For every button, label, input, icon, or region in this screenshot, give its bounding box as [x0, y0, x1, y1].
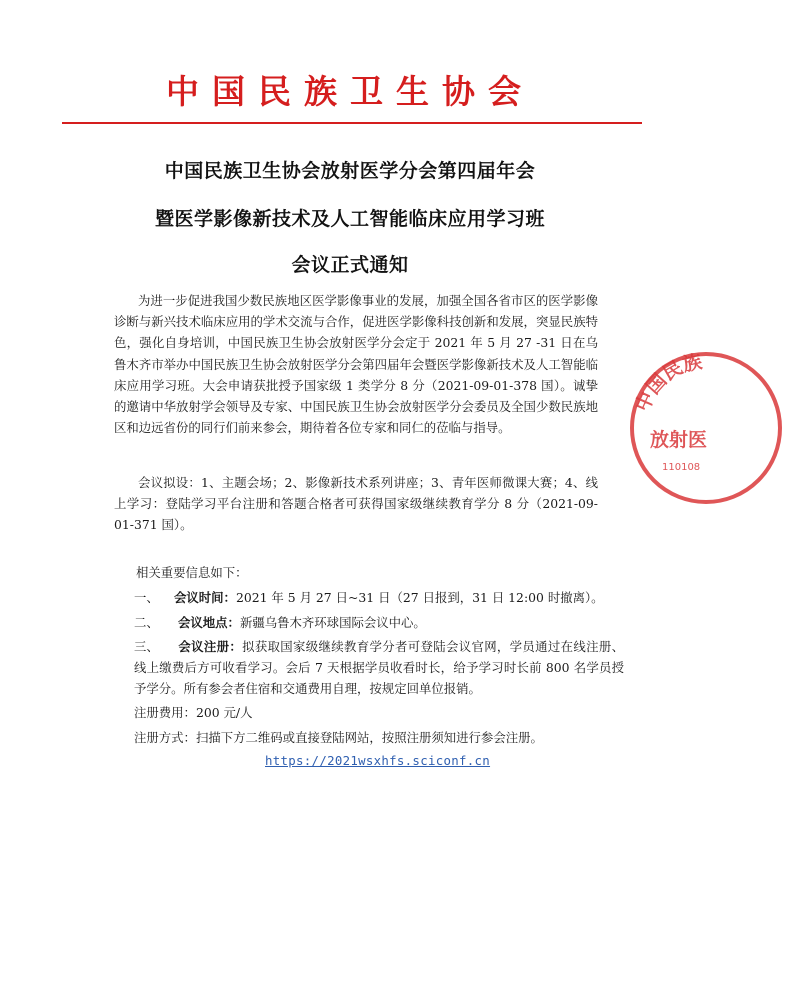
conference-website-link[interactable]: https://2021wsxhfs.sciconf.cn [265, 753, 491, 768]
registration-fee: 注册费用：200 元/人 [134, 705, 253, 720]
official-seal-stamp [626, 348, 786, 508]
info-item-registration [134, 636, 624, 700]
notice-title-line3: 会议正式通知 [291, 254, 409, 276]
registration-method: 注册方式：扫描下方二维码或直接登陆网站，按照注册须知进行参会注册。 [134, 730, 543, 745]
info-item-time [134, 587, 624, 608]
stamp-center-text: 放射医 [650, 429, 708, 451]
notice-title-line1: 中国民族卫生协会放射医学分会第四届年会 [164, 160, 536, 182]
info-item-number: 三、 [134, 639, 159, 654]
info-item-value: 2021 年 5 月 27 日~31 日（27 日报到，31 日 12:00 时撤离）。 [235, 590, 604, 605]
info-item-value: 拟获取国家级继续教育学分者可登陆会议官网，学员通过在线注册、线上缴费后方可收看学习。会后 7 天根据学员收看时长，给予学习时长前 800 名学员授予学分。所有参会者住宿和交通费用自理，按规定回单位报销。 [134, 639, 625, 697]
letterhead-divider [62, 122, 642, 124]
svg-text:中国民族 [631, 350, 704, 415]
info-item-number: 一、 [134, 590, 159, 605]
letterhead-org-name: 中国民族卫生协会 [166, 72, 534, 111]
info-item-value: 新疆乌鲁木齐环球国际会议中心。 [239, 615, 426, 630]
info-item-venue [134, 612, 624, 633]
info-item-label: 会议地点： [178, 615, 240, 630]
info-item-label: 会议注册： [178, 639, 243, 654]
info-intro: 相关重要信息如下： [136, 565, 248, 580]
info-item-number: 二、 [134, 615, 159, 630]
stamp-number-text: 110108 [662, 462, 701, 473]
info-item-label: 会议时间： [174, 590, 236, 605]
intro-paragraph: 为进一步促进我国少数民族地区医学影像事业的发展，加强全国各省市区的医学影像诊断与新兴技术临床应用的学术交流与合作，促进医学影像科技创新和发展，突显民族特色，强化自身培训，中国民族卫生协会放射医学分会定于 2021 年 5 月 27 -31 日在乌鲁木齐市举办中国民族卫生协会放射医学分会第四届年会暨医学影像新技术及人工智能临床应用学习班。大会申请获批授予国家级 1 类学分 8 分（2021-09-01-378 国）。诚挚的邀请中华放射学会领导及专家、中国民族卫生协会放射医学分会委员及全国少数民族地区和边远省份的同行们前来参会，期待着各位专家和同仁的莅临与指导。 [114, 293, 598, 436]
stamp-arc-text: 中国民族 [631, 350, 704, 415]
agenda-paragraph: 会议拟设：1、主题会场；2、影像新技术系列讲座；3、青年医师微课大赛；4、线上学习：登陆学习平台注册和答题合格者可获得国家级继续教育学分 8 分（2021-09-01-371 国）。 [114, 475, 598, 533]
notice-title-line2: 暨医学影像新技术及人工智能临床应用学习班 [154, 208, 545, 230]
